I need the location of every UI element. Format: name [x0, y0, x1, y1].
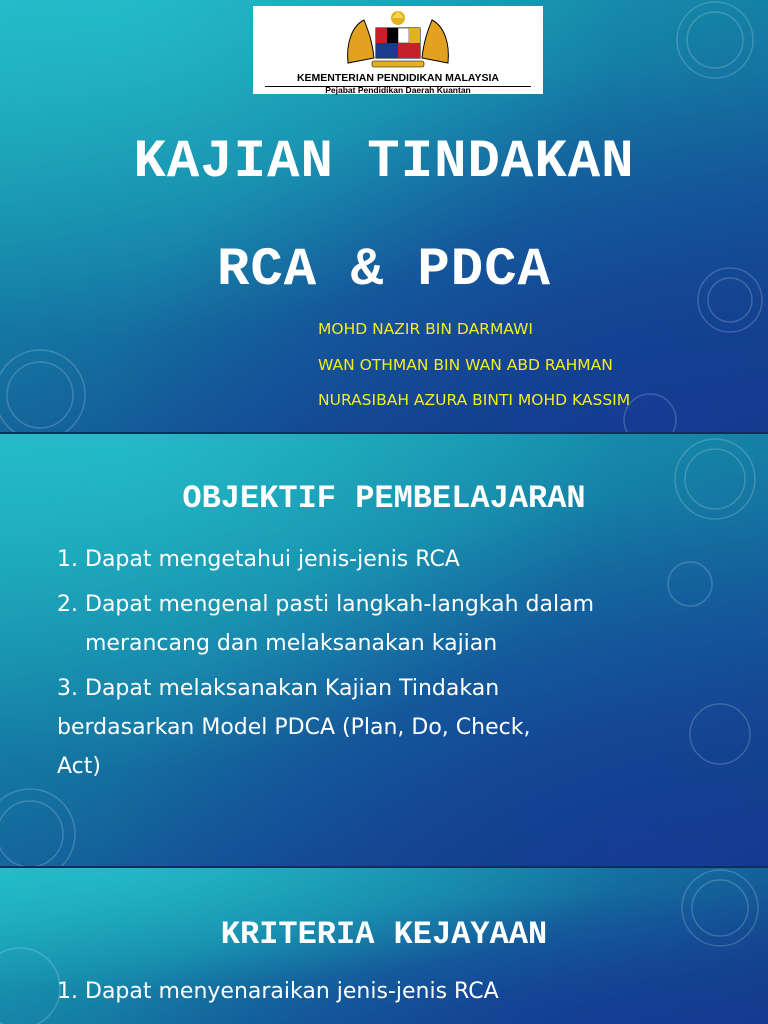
list-item [57, 540, 717, 579]
item-number: 1. [57, 979, 78, 1004]
item-text: Dapat menyenaraikan jenis-jenis RCA [85, 979, 499, 1004]
title-line-1: KAJIAN TINDAKAN [133, 132, 635, 193]
list-item [57, 669, 717, 786]
logo-ministry-name: KEMENTERIAN PENDIDIKAN MALAYSIA [296, 72, 500, 84]
slide-heading: KRITERIA KEJAYAAN [220, 916, 548, 953]
ministry-logo [253, 6, 543, 94]
item-text: Dapat melaksanakan Kajian Tindakan [85, 676, 500, 701]
author-name: NURASIBAH AZURA BINTI MOHD KASSIM [318, 391, 631, 409]
title-line-2: RCA & PDCA [216, 240, 552, 301]
list-item [57, 585, 717, 663]
author-name: WAN OTHMAN BIN WAN ABD RAHMAN [318, 356, 613, 374]
item-text-continued: berdasarkan Model PDCA (Plan, Do, Check, [57, 715, 531, 740]
item-number: 2. [57, 592, 78, 617]
list-item [57, 972, 717, 1011]
item-text: Dapat mengetahui jenis-jenis RCA [85, 547, 460, 572]
objectives-slide [0, 434, 768, 866]
slide-heading: OBJEKTIF PEMBELAJARAN [182, 480, 586, 517]
item-text-continued: Act) [57, 754, 101, 779]
success-criteria-slide [0, 868, 768, 1024]
logo-office-name: Pejabat Pendidikan Daerah Kuantan [325, 85, 471, 95]
title-slide [0, 0, 768, 432]
item-text-continued: merancang dan melaksanakan kajian [85, 631, 498, 656]
author-name: MOHD NAZIR BIN DARMAWI [318, 320, 533, 338]
item-text: Dapat mengenal pasti langkah-langkah dalam [85, 592, 595, 617]
coat-of-arms-icon [338, 8, 458, 70]
item-number: 3. [57, 676, 78, 701]
item-number: 1. [57, 547, 78, 572]
